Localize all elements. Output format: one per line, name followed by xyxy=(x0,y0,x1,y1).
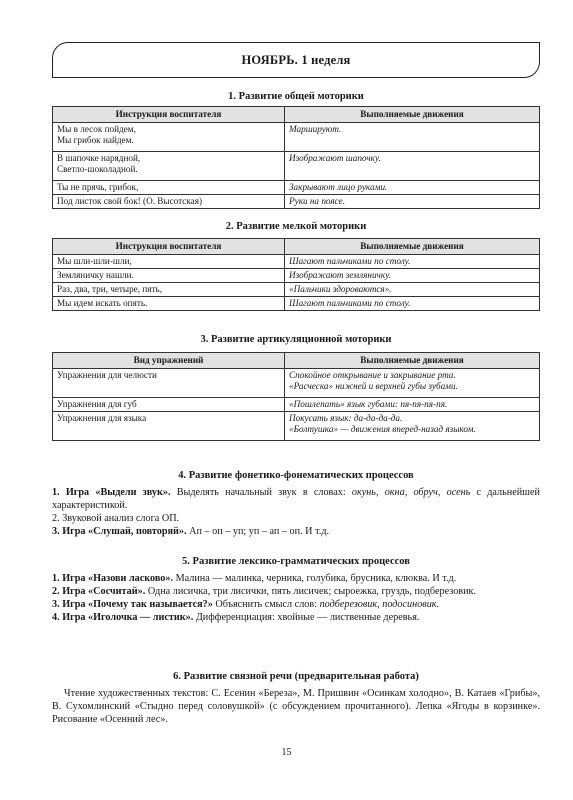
lexical-list xyxy=(52,572,540,624)
table-row xyxy=(53,398,540,412)
column-header: Вид упражнений xyxy=(53,353,285,369)
column-header: Инструкция воспитателя xyxy=(53,239,285,255)
section-title-articulation: 3. Развитие артикуляционной моторики xyxy=(200,334,392,345)
movement-cell: Маршируют. xyxy=(285,123,540,152)
phonetics-list xyxy=(52,486,540,538)
table-row xyxy=(53,181,540,195)
speech-paragraph: Чтение художественных текстов: С. Есенин «Береза», М. Пришвин «Осинкам холодно», В. Катаев «Грибы», В. Сухомлинский «Стыдно перед соловушкой» (с обсуждением прочитанного). Лепка «Ягоды в корзинке». Рисование «Осенний лес». xyxy=(52,688,540,725)
list-item: 1. Игра «Назови ласково». Малина — малинка, черника, голубика, брусника, клюква. И т.д. xyxy=(52,573,457,584)
movement-cell: «Пошлепать» язык губами: пя-пя-пя-пя. xyxy=(285,398,540,412)
section-title-gross-motor: 1. Развитие общей моторики xyxy=(228,91,364,102)
exercise-cell: Упражнения для челюсти xyxy=(53,369,285,398)
movement-cell: Изображают шапочку. xyxy=(285,152,540,181)
instruction-cell: Земляничку нашли. xyxy=(53,269,285,283)
fine-motor-table xyxy=(52,238,540,311)
gross-motor-table xyxy=(52,106,540,209)
instruction-cell: Ты не прячь, грибок, xyxy=(53,181,285,195)
table-row xyxy=(53,369,540,398)
instruction-cell: Под листок свой бок! (О. Высотская) xyxy=(53,195,285,209)
column-header: Инструкция воспитателя xyxy=(53,107,285,123)
instruction-cell: Мы идем искать опять. xyxy=(53,297,285,311)
table-row xyxy=(53,297,540,311)
table-row xyxy=(53,123,540,152)
list-item: 4. Игра «Иголочка — листик». Дифференциация: хвойные — лиственные деревья. xyxy=(52,612,420,623)
movement-cell: Спокойное открывание и закрывание рта. «Расческа» нижней и верхней губы зубами. xyxy=(285,369,540,398)
column-header: Выполняемые движения xyxy=(285,353,540,369)
page-title: НОЯБРЬ. 1 неделя xyxy=(241,52,351,67)
list-item: 1. Игра «Выдели звук». Выделять начальный звук в словах: окунь, окна, обруч, осень с дальнейшей характеристикой. xyxy=(52,487,541,511)
exercise-cell: Упражнения для губ xyxy=(53,398,285,412)
table-row xyxy=(53,283,540,297)
table-row xyxy=(53,269,540,283)
section-title-phonetics: 4. Развитие фонетико-фонематических процессов xyxy=(178,470,414,481)
list-item: 2. Игра «Сосчитай». Одна лисичка, три лисички, пять лисичек; сыроежка, груздь, подберезовик. xyxy=(52,586,477,597)
section-title-lexical: 5. Развитие лексико-грамматических процессов xyxy=(182,556,410,567)
exercise-cell: Упражнения для языка xyxy=(53,412,285,441)
table-row xyxy=(53,195,540,209)
table-row xyxy=(53,152,540,181)
movement-cell: Шагают пальчиками по столу. xyxy=(285,297,540,311)
column-header: Выполняемые движения xyxy=(285,239,540,255)
list-item: 2. Звуковой анализ слога ОП. xyxy=(52,513,180,524)
table-row xyxy=(53,412,540,441)
list-item: 3. Игра «Почему так называется?» Объяснить смысл слов: подберезовик, подосиновик. xyxy=(52,599,440,610)
articulation-table xyxy=(52,352,540,441)
movement-cell: Закрывают лицо руками. xyxy=(285,181,540,195)
instruction-cell: Раз, два, три, четыре, пять, xyxy=(53,283,285,297)
instruction-cell: В шапочке нарядной, Светло-шоколадной. xyxy=(53,152,285,181)
movement-cell: Руки на поясе. xyxy=(285,195,540,209)
section-title-speech: 6. Развитие связной речи (предварительная работа) xyxy=(173,671,419,682)
week-banner xyxy=(52,42,540,78)
movement-cell: «Пальчики здороваются». xyxy=(285,283,540,297)
instruction-cell: Мы в лесок пойдем, Мы грибок найдем. xyxy=(53,123,285,152)
movement-cell: Шагают пальчиками по столу. xyxy=(285,255,540,269)
movement-cell: Покусать язык: да-да-да-да. «Болтушка» — движения вперед-назад языком. xyxy=(285,412,540,441)
table-row xyxy=(53,255,540,269)
column-header: Выполняемые движения xyxy=(285,107,540,123)
section-title-fine-motor: 2. Развитие мелкой моторики xyxy=(225,221,367,232)
instruction-cell: Мы шли-шли-шли, xyxy=(53,255,285,269)
list-item: 3. Игра «Слушай, повторяй». Ап – оп – уп; уп – ап – оп. И т.д. xyxy=(52,526,330,537)
movement-cell: Изображают земляничку. xyxy=(285,269,540,283)
page-number: 15 xyxy=(281,747,292,758)
